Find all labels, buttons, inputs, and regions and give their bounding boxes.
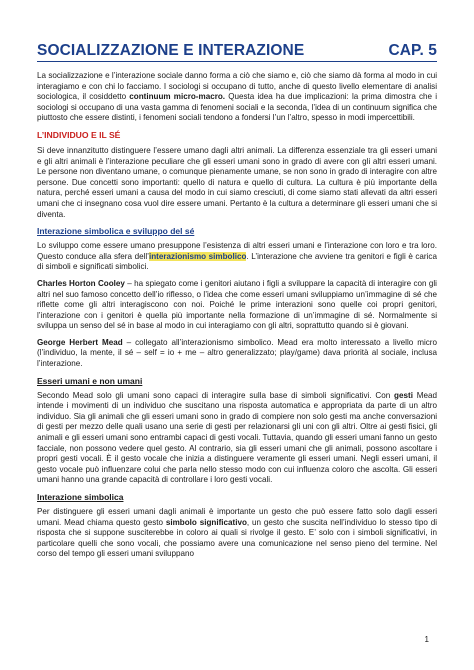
section3-paragraph bbox=[37, 391, 437, 486]
section4-paragraph bbox=[37, 507, 437, 560]
term-simbolo-significativo: simbolo significativo bbox=[165, 517, 247, 527]
section2-text-b: . L’interazione che avviene tra genitori e figli è carica di simboli e significati simbolici. bbox=[37, 251, 437, 272]
section4-text-a: Per distinguere gli esseri umani dagli animali è importante un gesto che può essere fatto solo dagli esseri umani. Mead chiama questo gesto bbox=[37, 507, 437, 527]
chapter-label: CAP. 5 bbox=[388, 42, 437, 59]
page-number: 1 bbox=[424, 635, 429, 644]
section3-text-a: Secondo Mead solo gli umani sono capaci di interagire sulla base di simboli significativi. Con bbox=[37, 390, 395, 400]
header-bar bbox=[37, 42, 437, 62]
section2-paragraph-1 bbox=[37, 241, 437, 273]
intro-paragraph bbox=[37, 71, 437, 124]
section-heading-interazione-simbolica: Interazione simbolica bbox=[37, 492, 124, 502]
intro-text-c: Questa idea ha due implicazioni: la prima dimostra che i sociologi si occupano di una vasta gamma di fenomeni sociali e la seconda, l’idea di un continuum significa che piuttosto che essere distinti, i fenomeni sociali tendono a fondersi l’un l’altro, spesso in modi impercettibili. bbox=[37, 92, 437, 123]
section4-text-c: , un gesto che suscita nell’individuo lo stesso tipo di risposta che si suppone susciterebbe in coloro ai quali si rivolge il gesto. E’ solo con i simboli significativi, in particolare quelli che sono vocali, che possiamo avere una comunicazione nel senso pieno del termine. Nel corso del tempo gli esseri umani sviluppano bbox=[37, 517, 437, 559]
highlight-interazionismo-simbolico: interazionismo simbolico bbox=[148, 251, 247, 261]
term-gesti: gesti bbox=[394, 390, 413, 400]
section1-paragraph: Si deve innanzitutto distinguere l’essere umano dagli altri animali. La differenza essenziale tra gli esseri umani e gli altri animali è l’interazione peculiare che gli esseri umani sono in grado di avere con gli altri esseri umani. Le persone non diventano umane, o comunque pienamente umane, se non sono in grado di interagire con altre persone. Due concetti sono importanti: quello di natura e quello di cultura. La cultura è più importante della natura, perché esseri umani a causa del modo in cui siamo cresciuti, di come siamo stati allevati da altri esseri umani che ci insegnano cosa vuol dire essere umani. Pertanto è la cultura a determinare gli esseri umani che si diventa. bbox=[37, 145, 437, 219]
section-heading-esseri-umani: Esseri umani e non umani bbox=[37, 375, 143, 386]
page-title: SOCIALIZZAZIONE E INTERAZIONE bbox=[37, 42, 305, 59]
name-mead: George Herbert Mead bbox=[37, 337, 123, 347]
section-heading-individuo: L’INDIVIDUO E IL SÉ bbox=[37, 129, 121, 140]
name-cooley: Charles Horton Cooley bbox=[37, 278, 125, 288]
intro-text-a: La socializzazione e l’interazione sociale danno forma a ciò che siamo e, ciò che siamo dà forma al modo in cui interagiamo e con chi lo facciamo. I sociologi si occupano di tutto, anche di questo livello elementare di analisi sociologica, il cosiddetto bbox=[37, 71, 437, 102]
cooley-text: – ha spiegato come i genitori aiutano i figli a sviluppare la capacità di interagire con gli altri nel suo famoso concetto dell’io riflesso, o l’idea che come esseri umani sviluppiamo un’immagine di sé che riflette come gli altri interagiscono con noi. Poiché le prime interazioni sono quelle coi propri genitori, l’interazione con i genitori è quella più importante nella formazione di un’immagine di sé. Normalmente si sviluppa un senso del sé in base al modo in cui interagiamo con gli altri, soprattutto quando si è giovani. bbox=[37, 278, 437, 331]
intro-term-continuum: continuum micro-macro. bbox=[129, 92, 226, 102]
section2-paragraph-cooley bbox=[37, 279, 437, 332]
section2-text-a: Lo sviluppo come essere umano presuppone l’esistenza di altri esseri umani e l’interazione con loro e tra loro. Questo conduce alla sfera dell’ bbox=[37, 241, 437, 261]
section-heading-interazione-simbolica-sviluppo: Interazione simbolica e sviluppo del sé bbox=[37, 226, 195, 237]
section2-paragraph-mead bbox=[37, 338, 437, 370]
section3-text-c: Mead intende i movimenti di un individuo che suscitano una risposta automatica e appropriata da parte di un altro individuo. Sia gli animali che gli esseri umani sono in grado di compiere non solo gesti ma anche conversazioni di gesti per mezzo delle quali usano una serie di gesti per relazionarsi gli uni con gli altri. Oltre ai gesti fisici, gli animali e gli esseri umani sono entrambi capaci di gesti vocali. Tuttavia, quando gli esseri umani fanno un gesto facciale, non possono vedere quel gesto. Al contrario, sia gli esseri umani che gli animali, possono ascoltare i propri gesti vocali. È il gesto vocale che inizia a distinguere veramente gli esseri umani. Negli esseri umani, il gesto vocale può influenzare colui che parla nello stesso modo con cui influenza coloro che ascolta. Gli esseri umani hanno una grande capacità di controllare i loro gesti vocali. bbox=[37, 390, 437, 485]
mead-text: – collegato all’interazionismo simbolico. Mead era molto interessato a livello micro (l’individuo, la mente, il sé – self = io + me – altro generalizzato; play/game) dava priorità al sociale, inclusa l’interazione. bbox=[37, 337, 437, 369]
